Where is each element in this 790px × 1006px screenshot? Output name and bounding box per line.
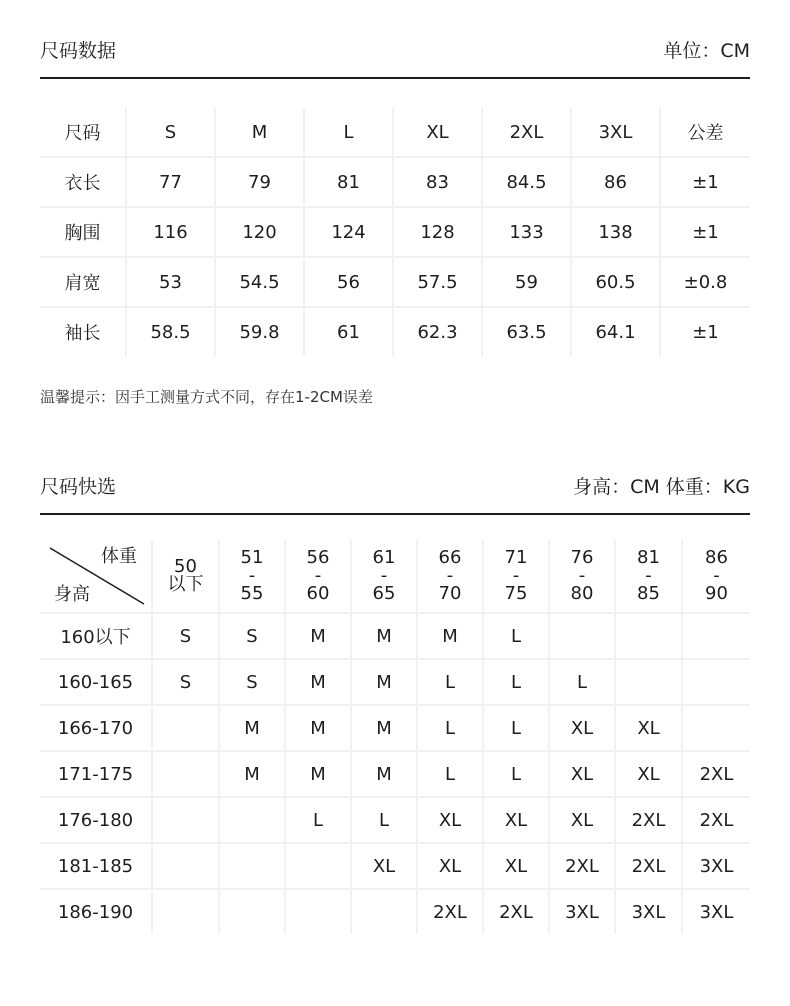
weight-range-part: 以下: [167, 574, 204, 595]
weight-header-row: [40, 540, 750, 613]
size-quick-unit: 身高：CM 体重：KG: [573, 476, 750, 498]
height-range-cell: 186-190: [40, 889, 152, 934]
recommended-size-cell: M: [417, 613, 483, 659]
measure-value-cell: 58.5: [126, 307, 215, 356]
size-header-cell: XL: [393, 108, 482, 157]
recommended-size-cell: XL: [549, 751, 615, 797]
size-data-table: [40, 108, 750, 356]
measure-value-cell: 138: [571, 207, 660, 257]
measure-value-cell: 133: [482, 207, 571, 257]
weight-range-part: 61: [372, 547, 396, 568]
height-range-cell: 181-185: [40, 843, 152, 889]
recommended-size-cell: XL: [549, 797, 615, 843]
recommended-size-cell: S: [152, 659, 219, 705]
recommended-size-cell: [152, 797, 219, 843]
size-header-cell: L: [304, 108, 393, 157]
recommended-size-cell: [152, 889, 219, 934]
recommended-size-cell: [152, 843, 219, 889]
recommended-size-cell: L: [417, 751, 483, 797]
size-header-row: [40, 108, 750, 157]
height-row: [40, 613, 750, 659]
recommended-size-cell: 3XL: [699, 901, 734, 923]
size-measure-row: [40, 157, 750, 207]
recommended-size-cell: [549, 613, 615, 659]
weight-range-part: 65: [372, 583, 396, 604]
recommended-size-cell: L: [483, 751, 549, 797]
recommended-size-cell: 2XL: [615, 797, 682, 843]
size-data-divider: [40, 77, 750, 79]
measure-value-cell: 59: [482, 257, 571, 307]
corner-height-label: 身高: [54, 584, 90, 605]
weight-range-part: 66: [438, 547, 462, 568]
size-data-title: 尺码数据: [40, 40, 117, 62]
recommended-size-cell: 3XL: [682, 843, 750, 889]
measure-value-cell: 62.3: [393, 307, 482, 356]
recommended-size-cell: L: [549, 659, 615, 705]
recommended-size-cell: L: [285, 797, 351, 843]
recommended-size-cell: [682, 659, 750, 705]
weight-range-part: 86: [705, 547, 728, 568]
recommended-size-cell: 2XL: [682, 797, 750, 843]
recommended-size-cell: S: [219, 659, 285, 705]
weight-range-part: 60: [306, 583, 330, 604]
measure-value-cell: 83: [393, 157, 482, 207]
recommended-size-cell: [152, 751, 219, 797]
weight-range-part: -: [248, 565, 256, 586]
recommended-size-cell: M: [285, 705, 351, 751]
height-row: [40, 705, 750, 751]
size-quick-header: [40, 472, 750, 499]
weight-range-cell: [549, 540, 615, 613]
weight-range-part: -: [578, 565, 586, 586]
weight-range-part: 50: [174, 556, 197, 577]
recommended-size-cell: L: [483, 613, 549, 659]
recommended-size-cell: M: [285, 659, 351, 705]
recommended-size-cell: M: [285, 751, 351, 797]
weight-range-part: 75: [504, 583, 528, 604]
size-data-header: [40, 36, 750, 63]
size-quick-table: [40, 540, 750, 934]
recommended-size-cell: 3XL: [615, 889, 682, 934]
recommended-size-cell: L: [417, 705, 483, 751]
measure-value-cell: 59.8: [215, 307, 304, 356]
weight-range-cell: [285, 540, 351, 613]
recommended-size-cell: 2XL: [615, 843, 682, 889]
recommended-size-cell: XL: [417, 797, 483, 843]
recommended-size-cell: 2XL: [682, 751, 750, 797]
corner-weight-label: 体重: [101, 546, 137, 567]
size-header-cell: 2XL: [482, 108, 571, 157]
measure-name-cell: 肩宽: [40, 257, 126, 307]
weight-range-part: 70: [438, 583, 462, 604]
weight-range-cell: [417, 540, 483, 613]
weight-range-part: -: [380, 565, 388, 586]
height-range-cell: 166-170: [40, 705, 152, 751]
height-row: [40, 797, 750, 843]
measure-value-cell: 84.5: [482, 157, 571, 207]
recommended-size-cell: L: [483, 705, 549, 751]
recommended-size-cell: XL: [351, 843, 417, 889]
measure-value-cell: 86: [571, 157, 660, 207]
recommended-size-cell: M: [351, 705, 417, 751]
weight-range-part: 90: [705, 583, 728, 604]
recommended-size-cell: L: [351, 797, 417, 843]
recommended-size-cell: XL: [615, 705, 682, 751]
recommended-size-cell: [219, 889, 285, 934]
measure-name-cell: 袖长: [40, 307, 126, 356]
recommended-size-cell: XL: [549, 705, 615, 751]
size-header-cell: 尺码: [40, 108, 126, 157]
recommended-size-cell: M: [219, 751, 285, 797]
measure-value-cell: 57.5: [393, 257, 482, 307]
measure-value-cell: 116: [126, 207, 215, 257]
recommended-size-cell: XL: [615, 751, 682, 797]
recommended-size-cell: L: [417, 659, 483, 705]
height-range-cell: 160以下: [40, 613, 152, 659]
recommended-size-cell: [615, 613, 682, 659]
corner-cell: [40, 540, 152, 613]
recommended-size-cell: [219, 797, 285, 843]
weight-range-part: 76: [570, 547, 594, 568]
weight-range-part: 80: [570, 583, 594, 604]
size-header-cell: S: [126, 108, 215, 157]
size-quick-title: 尺码快选: [40, 476, 117, 498]
height-row: [40, 659, 750, 705]
recommended-size-cell: M: [351, 751, 417, 797]
measure-name-cell: 胸围: [40, 207, 126, 257]
recommended-size-cell: XL: [483, 797, 549, 843]
weight-range-part: -: [512, 565, 520, 586]
height-range-cell: 160-165: [40, 659, 152, 705]
weight-range-part: 56: [306, 547, 330, 568]
recommended-size-cell: [682, 613, 750, 659]
height-row: [40, 751, 750, 797]
measure-value-cell: ±0.8: [660, 257, 750, 307]
measure-value-cell: ±1: [660, 207, 750, 257]
weight-range-part: 51: [240, 547, 264, 568]
size-header-cell: M: [215, 108, 304, 157]
weight-range-cell: [152, 540, 219, 613]
recommended-size-cell: 2XL: [483, 889, 549, 934]
weight-range-part: -: [446, 565, 454, 586]
measure-value-cell: 79: [215, 157, 304, 207]
measure-value-cell: 60.5: [571, 257, 660, 307]
height-range-cell: 171-175: [40, 751, 152, 797]
recommended-size-cell: 2XL: [417, 889, 483, 934]
size-measure-row: [40, 207, 750, 257]
recommended-size-cell: M: [219, 705, 285, 751]
height-range-cell: 176-180: [40, 797, 152, 843]
recommended-size-cell: [152, 705, 219, 751]
height-row: [40, 889, 750, 934]
recommended-size-cell: M: [351, 659, 417, 705]
measure-value-cell: ±1: [660, 157, 750, 207]
weight-range-cell: [483, 540, 549, 613]
size-header-cell: 3XL: [571, 108, 660, 157]
weight-range-part: -: [645, 565, 652, 586]
recommended-size-cell: S: [152, 613, 219, 659]
weight-range-cell: [615, 540, 682, 613]
weight-range-part: -: [713, 565, 720, 586]
recommended-size-cell: [351, 889, 417, 934]
measurement-note: 温馨提示：因手工测量方式不同，存在1-2CM误差: [40, 388, 373, 406]
size-data-unit: 单位：CM: [663, 40, 750, 62]
measure-value-cell: 124: [304, 207, 393, 257]
measure-value-cell: 54.5: [215, 257, 304, 307]
measure-value-cell: 56: [304, 257, 393, 307]
size-measure-row: [40, 307, 750, 356]
weight-range-part: -: [314, 565, 322, 586]
measure-value-cell: 53: [126, 257, 215, 307]
measure-value-cell: 77: [126, 157, 215, 207]
measure-value-cell: 64.1: [571, 307, 660, 356]
recommended-size-cell: [615, 659, 682, 705]
recommended-size-cell: L: [483, 659, 549, 705]
weight-range-cell: [219, 540, 285, 613]
measure-value-cell: 120: [215, 207, 304, 257]
measure-value-cell: 81: [304, 157, 393, 207]
recommended-size-cell: XL: [417, 843, 483, 889]
measure-value-cell: 128: [393, 207, 482, 257]
measure-name-cell: 衣长: [40, 157, 126, 207]
measure-value-cell: 61: [304, 307, 393, 356]
size-measure-row: [40, 257, 750, 307]
size-header-cell: 公差: [660, 108, 750, 157]
weight-range-part: 85: [637, 583, 660, 604]
recommended-size-cell: 2XL: [549, 843, 615, 889]
weight-range-cell: [351, 540, 417, 613]
weight-range-cell: [682, 540, 750, 613]
recommended-size-cell: [219, 843, 285, 889]
recommended-size-cell: M: [285, 613, 351, 659]
recommended-size-cell: M: [351, 613, 417, 659]
recommended-size-cell: 3XL: [549, 889, 615, 934]
recommended-size-cell: [285, 843, 351, 889]
recommended-size-cell: XL: [483, 843, 549, 889]
recommended-size-cell: [682, 705, 750, 751]
measure-value-cell: 63.5: [482, 307, 571, 356]
weight-range-part: 71: [504, 547, 528, 568]
measure-value-cell: ±1: [692, 321, 719, 343]
weight-range-part: 81: [637, 547, 660, 568]
size-quick-divider: [40, 513, 750, 515]
height-row: [40, 843, 750, 889]
weight-range-part: 55: [240, 583, 264, 604]
recommended-size-cell: S: [219, 613, 285, 659]
recommended-size-cell: [285, 889, 351, 934]
